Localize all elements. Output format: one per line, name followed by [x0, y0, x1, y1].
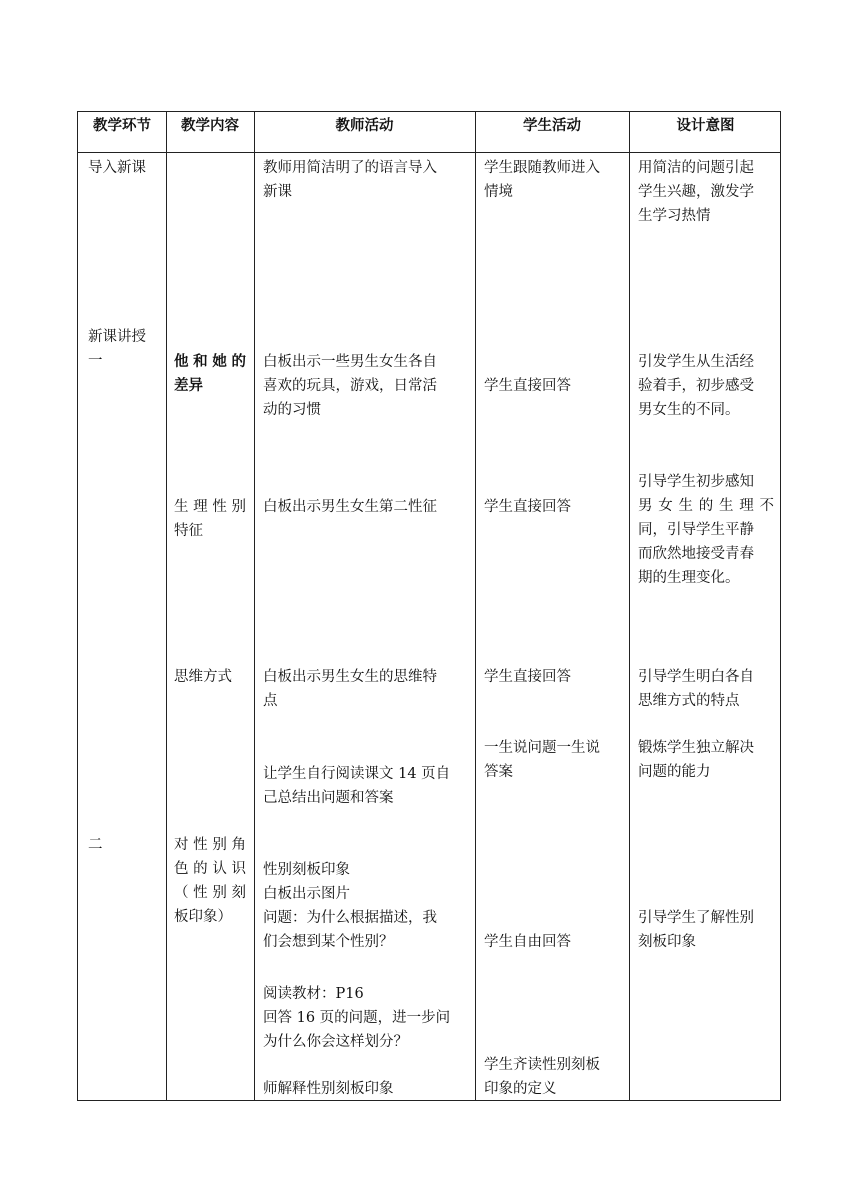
phys-teacher: 白板出示男生女生第二性征: [263, 499, 437, 515]
intro-design-line: 学生兴趣，激发学: [638, 184, 754, 200]
def-student-line: 印象的定义: [484, 1081, 557, 1097]
content-role-line: 板印象）: [174, 909, 232, 925]
content-physiology-line: 特征: [174, 523, 203, 539]
read-design-line: 锻炼学生独立解决: [638, 740, 754, 756]
role-teacher-line: 性别刻板印象: [263, 862, 350, 878]
role-design-line: 引导学生了解性别: [638, 910, 754, 926]
role-teacher-line: 们会想到某个性别？: [263, 934, 394, 950]
diff-design-line: 男女生的不同。: [638, 402, 740, 418]
think-design-line: 思维方式的特点: [638, 693, 740, 709]
intro-student-line: 学生跟随教师进入: [484, 160, 600, 176]
column-divider: [629, 112, 630, 1100]
column-divider: [475, 112, 476, 1100]
phys-design-line: 而欣然地接受青春: [638, 546, 754, 562]
diff-design-line: 验着手，初步感受: [638, 378, 754, 394]
read-student-line: 一生说问题一生说: [484, 740, 600, 756]
read-design-line: 问题的能力: [638, 764, 711, 780]
role-teacher-line: 问题：为什么根据描述，我: [263, 910, 437, 926]
read-teacher-line: 己总结出问题和答案: [263, 790, 394, 806]
lesson-plan-table: [77, 111, 781, 1101]
intro-student-line: 情境: [484, 184, 513, 200]
content-role-line: 对性别角: [174, 837, 246, 853]
content-role-line: （性别刻: [174, 885, 246, 901]
textbook-teacher-line: 为什么你会这样划分？: [263, 1034, 408, 1050]
textbook-teacher-line: 阅读教材：P16: [263, 986, 364, 1002]
think-student: 学生直接回答: [484, 669, 571, 685]
content-role-line: 色的认识: [174, 861, 246, 877]
content-physiology-line: 生理性别: [174, 499, 246, 515]
phys-design-line: 男女生的生理不: [638, 498, 774, 514]
diff-teacher-line: 动的习惯: [263, 402, 321, 418]
role-student: 学生自由回答: [484, 934, 571, 950]
stage-new-lesson: 新课讲授: [88, 329, 146, 345]
read-teacher-line: 让学生自行阅读课文 14 页自: [263, 766, 451, 782]
think-teacher-line: 点: [263, 693, 278, 709]
role-design-line: 刻板印象: [638, 934, 696, 950]
role-teacher-line: 白板出示图片: [263, 886, 350, 902]
diff-student: 学生直接回答: [484, 378, 571, 394]
def-student-line: 学生齐读性别刻板: [484, 1057, 600, 1073]
stage-intro: 导入新课: [88, 160, 146, 176]
header-row-divider: [78, 152, 780, 153]
intro-design-line: 生学习热情: [638, 208, 711, 224]
phys-design-line: 引导学生初步感知: [638, 474, 754, 490]
intro-design-line: 用简洁的问题引起: [638, 160, 754, 176]
header-content: 教学内容: [181, 117, 239, 134]
think-design-line: 引导学生明白各自: [638, 669, 754, 685]
content-differences-line: 他和她的: [174, 353, 246, 370]
stage-new-lesson-number: 一: [88, 353, 103, 369]
column-divider: [254, 112, 255, 1100]
column-divider: [166, 112, 167, 1100]
phys-student: 学生直接回答: [484, 499, 571, 515]
header-teacher-activity: 教师活动: [335, 117, 394, 134]
textbook-teacher-line: 回答 16 页的问题，进一步问: [263, 1010, 451, 1026]
content-differences-line: 差异: [174, 377, 203, 394]
diff-design-line: 引发学生从生活经: [638, 354, 754, 370]
intro-teacher-line: 新课: [263, 184, 292, 200]
read-student-line: 答案: [484, 764, 513, 780]
think-teacher-line: 白板出示男生女生的思维特: [263, 669, 437, 685]
diff-teacher-line: 喜欢的玩具，游戏，日常活: [263, 378, 437, 394]
stage-section-two: 二: [88, 837, 103, 853]
header-design-intent: 设计意图: [676, 117, 735, 134]
header-stage: 教学环节: [93, 117, 151, 134]
diff-teacher-line: 白板出示一些男生女生各自: [263, 354, 437, 370]
explain-teacher: 师解释性别刻板印象: [263, 1081, 394, 1097]
header-student-activity: 学生活动: [523, 117, 581, 134]
content-thinking: 思维方式: [174, 669, 232, 685]
phys-design-line: 期的生理变化。: [638, 570, 740, 586]
phys-design-line: 同，引导学生平静: [638, 522, 754, 538]
intro-teacher-line: 教师用简洁明了的语言导入: [263, 160, 437, 176]
